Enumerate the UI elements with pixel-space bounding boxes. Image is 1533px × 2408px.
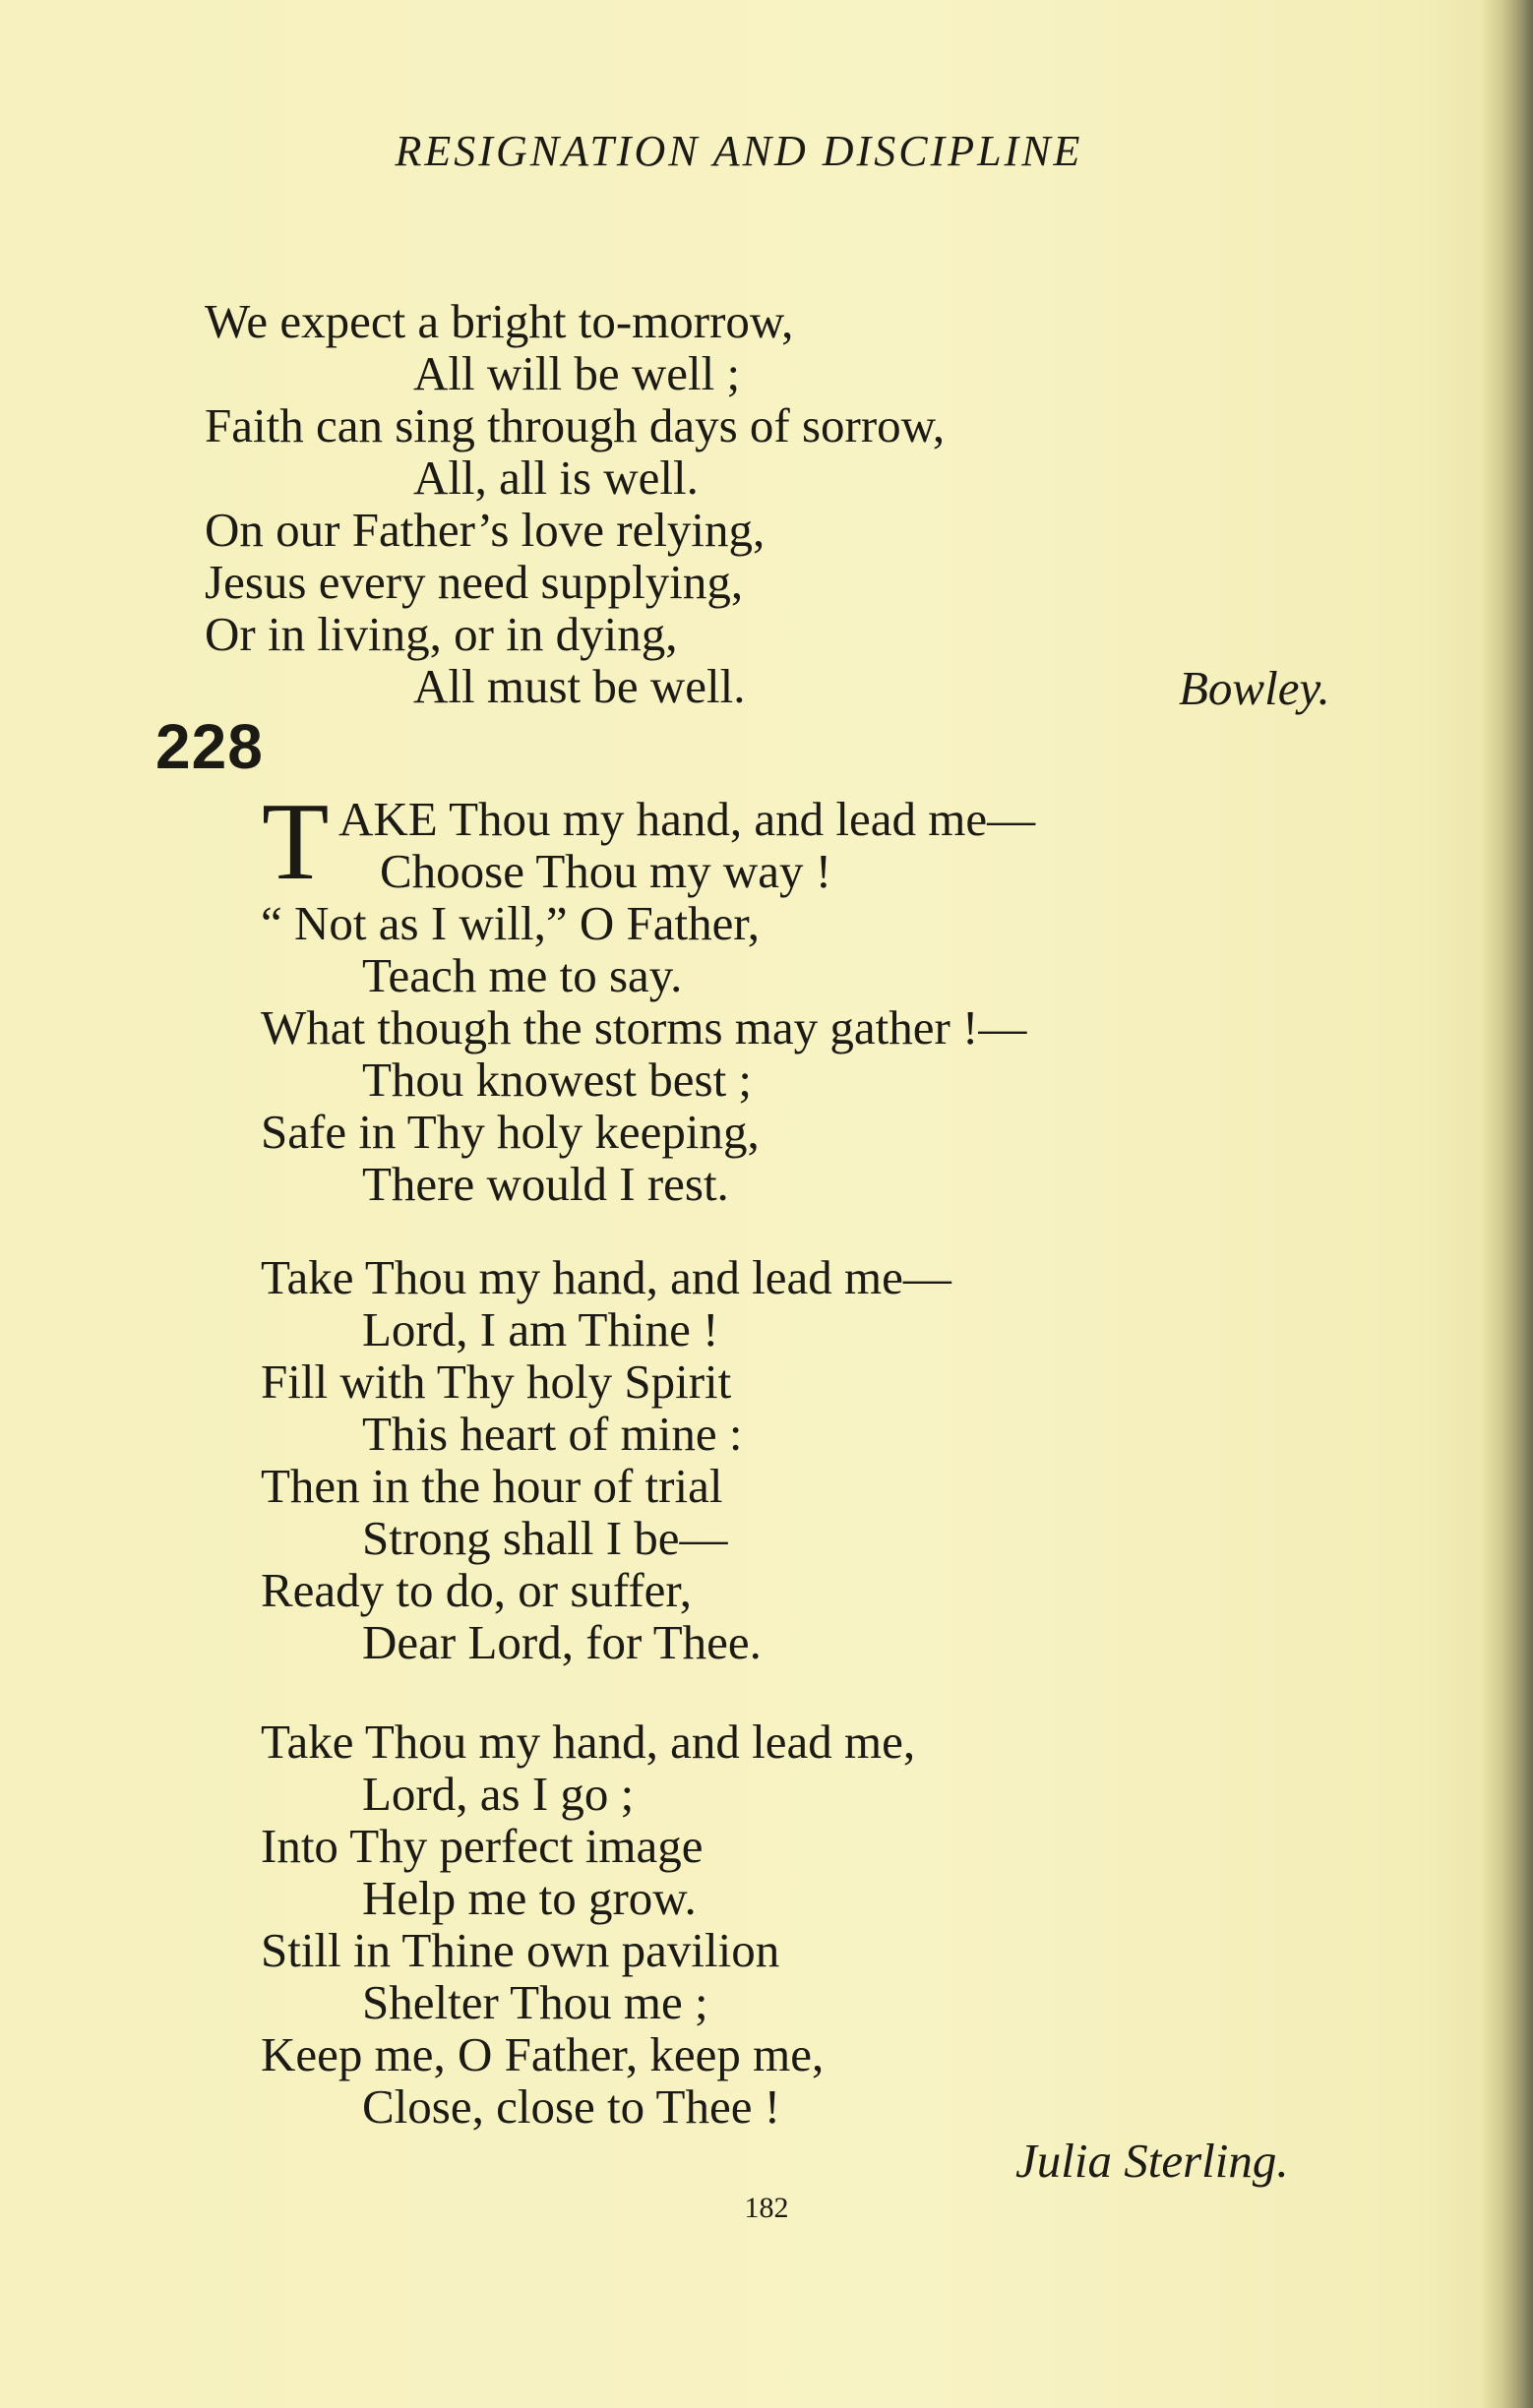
drop-cap: T — [262, 781, 330, 903]
verse-line: Then in the hour of trial — [261, 1459, 723, 1513]
verse-line: All must be well. — [413, 659, 746, 713]
verse-line: Into Thy perfect image — [261, 1819, 704, 1873]
verse-line: Jesus every need supplying, — [205, 555, 744, 609]
verse-line: Help me to grow. — [362, 1871, 697, 1925]
verse-line: Dear Lord, for Thee. — [362, 1615, 762, 1669]
verse-line: Faith can sing through days of sorrow, — [205, 398, 946, 452]
page-number: 182 — [744, 2192, 789, 2224]
verse-line: Fill with Thy holy Spirit — [261, 1354, 732, 1409]
verse-line: Teach me to say. — [362, 948, 683, 1002]
hymn-number: 228 — [155, 711, 264, 782]
verse-line: Or in living, or in dying, — [205, 607, 678, 661]
running-title: RESIGNATION AND DISCIPLINE — [395, 127, 1083, 175]
verse-line: “ Not as I will,” O Father, — [261, 896, 760, 950]
verse-line: Lord, as I go ; — [362, 1767, 635, 1821]
verse-line: We expect a bright to-morrow, — [205, 294, 794, 348]
verse-line: Choose Thou my way ! — [380, 844, 832, 898]
verse-line: Keep me, O Father, keep me, — [261, 2027, 825, 2081]
verse-line: AKE Thou my hand, and lead me— — [338, 792, 1036, 846]
verse-line: Ready to do, or suffer, — [261, 1563, 693, 1617]
verse-line: Safe in Thy holy keeping, — [261, 1105, 760, 1159]
verse-line: Lord, I am Thine ! — [362, 1302, 719, 1356]
verse-line: Close, close to Thee ! — [362, 2079, 781, 2134]
page-edge — [1482, 0, 1533, 2408]
verse-line: All, all is well. — [413, 451, 699, 505]
verse-line: Thou knowest best ; — [362, 1053, 753, 1107]
verse-line: Strong shall I be— — [362, 1511, 728, 1565]
verse-line: There would I rest. — [362, 1157, 729, 1211]
verse-line: All will be well ; — [413, 346, 741, 400]
verse-line: Take Thou my hand, and lead me— — [261, 1250, 951, 1304]
verse-line: On our Father’s love relying, — [205, 503, 766, 557]
verse-line: What though the storms may gather !— — [261, 1000, 1027, 1054]
verse-line: This heart of mine : — [362, 1407, 743, 1461]
author-attribution: Bowley. — [1179, 661, 1330, 715]
verse-line: Still in Thine own pavilion — [261, 1923, 780, 1977]
author-attribution: Julia Sterling. — [1015, 2134, 1289, 2188]
verse-line: Shelter Thou me ; — [362, 1975, 708, 2029]
verse-line: Take Thou my hand, and lead me, — [261, 1715, 916, 1769]
